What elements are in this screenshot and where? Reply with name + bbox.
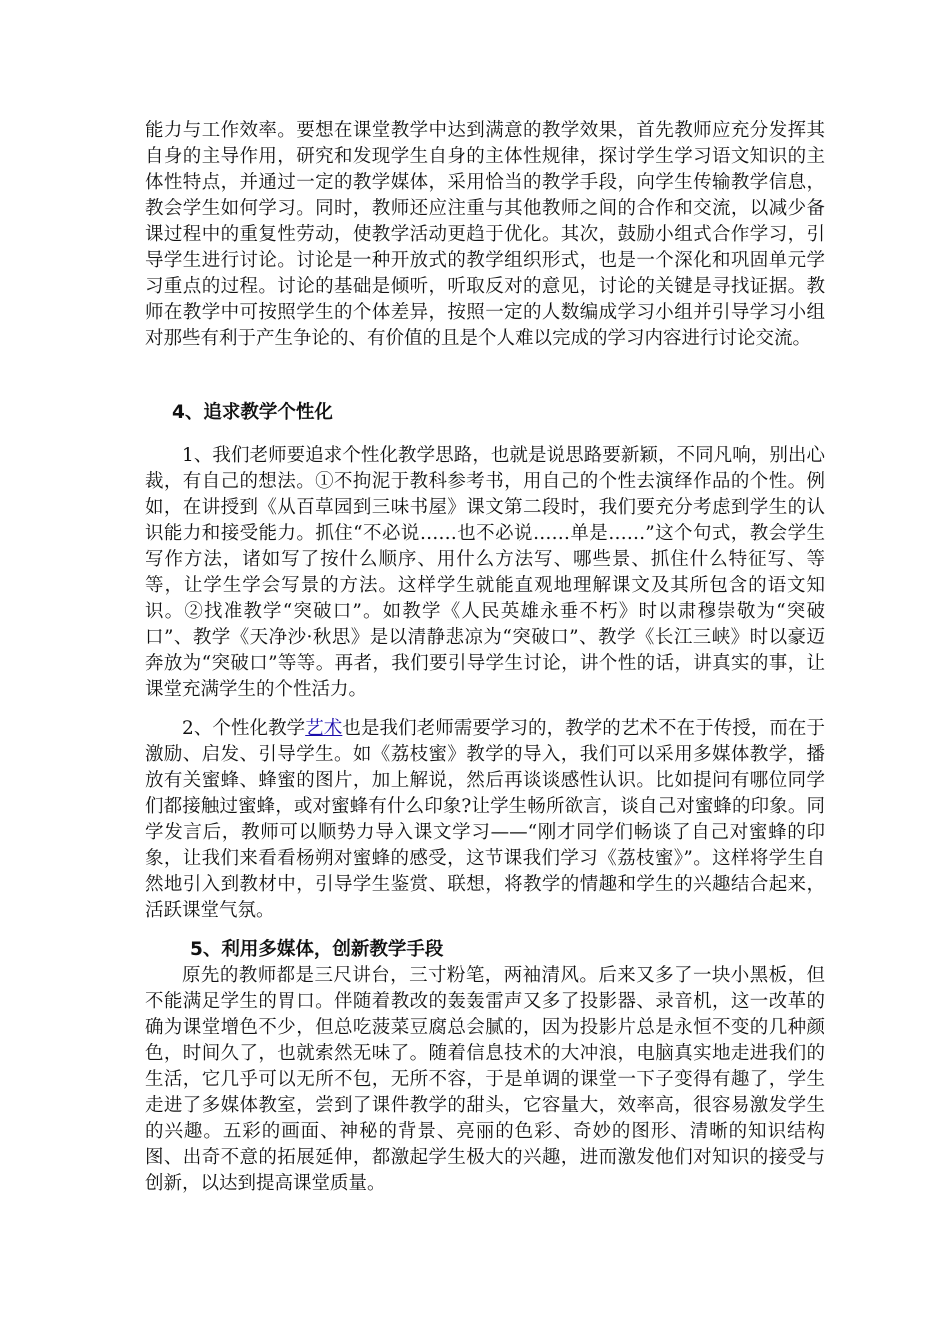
section-heading-5: 5、利用多媒体，创新教学手段 (190, 939, 444, 960)
paragraph-teaching-art (145, 716, 825, 924)
paragraph-personalized-thinking: 1、我们老师要追求个性化教学思路，也就是说思路要新颖，不同凡响，别出心裁，有自己的想法。①不拘泥于教科参考书，用自己的个性去演绎作品的个性。例如，在讲授到《从百草园到三味书屋》课文第二段时，我们要充分考虑到学生的认识能力和接受能力。抓住“不必说……也不必说……单是……”这个句式，教会学生写作方法，诸如写了按什么顺序、用什么方法写、哪些景、抓住什么特征写、等等，让学生学会写景的方法。这样学生就能直观地理解课文及其所包含的语文知识。②找准教学“突破口”。如教学《人民英雄永垂不朽》时以肃穆崇敬为“突破口”、教学《天净沙·秋思》是以清静悲凉为“突破口”、教学《长江三峡》时以豪迈奔放为“突破口”等等。再者，我们要引导学生讨论，讲个性的话，讲真实的事，让课堂充满学生的个性活力。 (145, 445, 825, 700)
paragraph-text-rest: 也是我们老师需要学习的，教学的艺术不在于传授，而在于激励、启发、引导学生。如《荔枝蜜》教学的导入，我们可以采用多媒体教学，播放有关蜜蜂、蜂蜜的图片，加上解说，然后再谈谈感性认识。比如提问有哪位同学们都接触过蜜蜂，或对蜜蜂有什么印象?让学生畅所欲言，谈自己对蜜蜂的印象。同学发言后，教师可以顺势力导入课文学习——“刚才同学们畅谈了自己对蜜蜂的印象，让我们来看看杨朔对蜜蜂的感受，这节课我们学习《荔枝蜜》”。这样将学生自然地引入到教材中，引导学生鉴赏、联想，将教学的情趣和学生的兴趣结合起来，活跃课堂气氛。 (145, 718, 825, 921)
paragraph-text-start: 2、个性化教学 (182, 718, 306, 739)
paragraph-multimedia: 原先的教师都是三尺讲台，三寸粉笔，两袖清风。后来又多了一块小黑板，但不能满足学生的胃口。伴随着教改的轰轰雷声又多了投影器、录音机，这一改革的确为课堂增色不少，但总吃菠菜豆腐总会腻的，因为投影片总是永恒不变的几种颜色，时间久了，也就索然无味了。随着信息技术的大冲浪，电脑真实地走进我们的生活，它几乎可以无所不包，无所不容，于是单调的课堂一下子变得有趣了，学生走进了多媒体教室，尝到了课件教学的甜头，它容量大，效率高，很容易激发学生的兴趣。五彩的画面、神秘的背景、亮丽的色彩、奇妙的图形、清晰的知识结构图、出奇不意的拓展延伸，都激起学生极大的兴趣，进而激发他们对知识的接受与创新，以达到提高课堂质量。 (145, 965, 825, 1194)
art-link[interactable]: 艺术 (305, 718, 343, 739)
section-heading-4: 4、追求教学个性化 (172, 402, 333, 423)
paragraph-teaching-efficiency: 能力与工作效率。要想在课堂教学中达到满意的教学效果，首先教师应充分发挥其自身的主导作用，研究和发现学生自身的主体性规律，探讨学生学习语文知识的主体性特点，并通过一定的教学媒体，采用恰当的教学手段，向学生传输教学信息，教会学生如何学习。同时，教师还应注重与其他教师之间的合作和交流，以减少备课过程中的重复性劳动，使教学活动更趋于优化。其次，鼓励小组式合作学习，引导学生进行讨论。讨论是一种开放式的教学组织形式，也是一个深化和巩固单元学习重点的过程。讨论的基础是倾听，听取反对的意见，讨论的关键是寻找证据。教师在教学中可按照学生的个体差异，按照一定的人数编成学习小组并引导学习小组对那些有利于产生争论的、有价值的且是个人难以完成的学习内容进行讨论交流。 (145, 120, 825, 349)
